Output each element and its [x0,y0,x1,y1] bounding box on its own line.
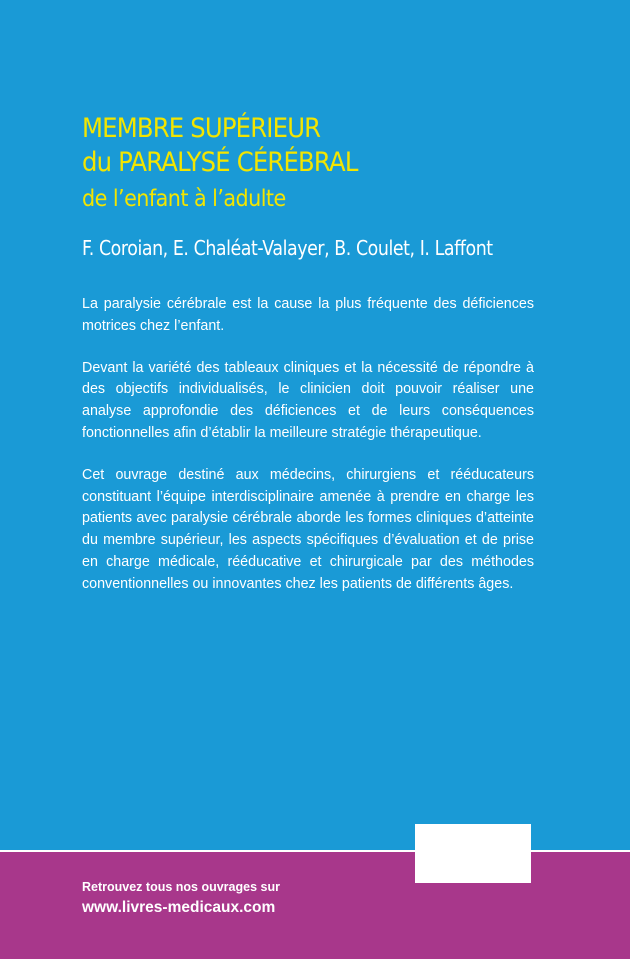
description-text [82,294,534,616]
book-subtitle: de l’enfant à l’adulte [82,186,286,212]
description-paragraph-2: Devant la variété des tableaux cliniques et la nécessité de répondre à des objectifs individualisés, le clinicien doit pouvoir réaliser une analyse approfondie des déficiences et de leurs conséquences fonctionnelles afin d’établir la meilleure stratégie thérapeutique. [82,359,534,441]
description-paragraph-1: La paralysie cérébrale est la cause la plus fréquente des déficiences motrices chez l’enfant. [82,296,534,334]
title-block [82,112,602,214]
barcode-area [415,824,531,883]
authors: F. Coroian, E. Chaléat-Valayer, B. Coulet, I. Laffont [82,236,493,260]
book-title-line-2: du PARALYSÉ CÉRÉBRAL [82,147,358,178]
website-link[interactable]: www.livres-medicaux.com [82,899,276,916]
footer-label: Retrouvez tous nos ouvrages sur [82,880,280,894]
description-paragraph-3: Cet ouvrage destiné aux médecins, chirurgiens et rééducateurs constituant l’équipe interdisciplinaire amenée à prendre en charge les patients avec paralysie cérébrale aborde les formes cliniques d’atteinte du membre supérieur, les aspects spécifiques d’évaluation et de prise en charge médicale, rééducative et chirurgicale par des méthodes conventionnelles ou innovantes chez les patients de différents âges. [82,466,534,592]
book-title-line-1: MEMBRE SUPÉRIEUR [82,113,321,144]
